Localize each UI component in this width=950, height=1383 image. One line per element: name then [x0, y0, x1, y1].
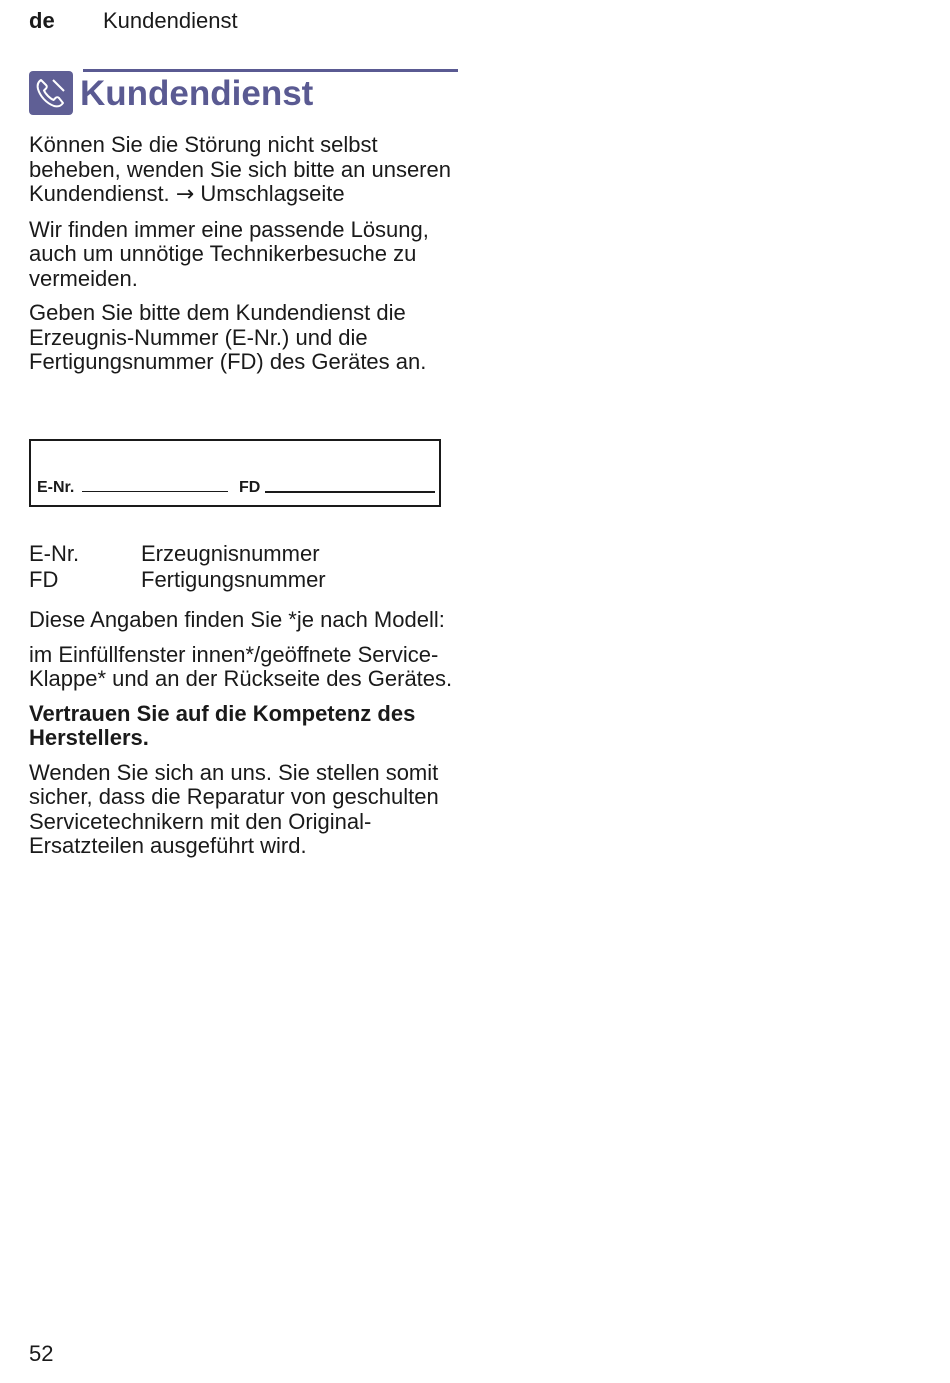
page-number: 52 [29, 1341, 54, 1366]
enr-label: E-Nr. [37, 479, 75, 496]
language-code: de [29, 8, 55, 33]
abbreviation-key: E-Nr. [29, 541, 80, 566]
fd-label: FD [239, 479, 261, 496]
abbreviation-key: FD [29, 567, 59, 592]
details-text [29, 608, 459, 869]
paragraph-contact-text: Können Sie die Störung nicht selbst beheben, wenden Sie sich bitte an unseren Kundendienst. [29, 132, 451, 206]
arrow-right-icon: → [175, 182, 195, 207]
page-title: Kundendienst [80, 74, 314, 113]
paragraph-location: Diese Angaben finden Sie *je nach Modell: [29, 607, 445, 632]
abbreviation-row [29, 567, 449, 593]
cover-page-reference: Umschlagseite [200, 181, 345, 206]
title-rule [83, 69, 458, 72]
header-section-title: Kundendienst [103, 8, 238, 33]
abbreviation-row [29, 541, 449, 567]
abbreviation-meaning: Fertigungsnummer [141, 567, 326, 592]
intro-text [29, 133, 459, 385]
fd-write-line [265, 491, 435, 493]
abbreviation-meaning: Erzeugnisnummer [141, 541, 320, 566]
paragraph-original-parts: Wenden Sie sich an uns. Sie stellen somit sicher, dass die Reparatur von geschulten Servicetechnikern mit den Original-Ersatzteilen ausgeführt wird. [29, 759, 439, 858]
paragraph-solution: Wir finden immer eine passende Lösung, auch um unnötige Technikerbesuche zu vermeiden. [29, 216, 429, 291]
trust-heading: Vertrauen Sie auf die Kompetenz des Herstellers. [29, 700, 416, 750]
paragraph-location-detail: im Einfüllfenster innen*/geöffnete Service-Klappe* und an der Rückseite des Gerätes. [29, 641, 453, 691]
paragraph-contact [29, 133, 459, 208]
abbreviation-list [29, 541, 449, 593]
phone-icon [29, 71, 73, 115]
rating-label-box [29, 439, 441, 507]
paragraph-numbers: Geben Sie bitte dem Kundendienst die Erzeugnis-Nummer (E-Nr.) und die Fertigungsnummer (FD) des Gerätes an. [29, 300, 427, 374]
enr-write-line [82, 491, 228, 492]
